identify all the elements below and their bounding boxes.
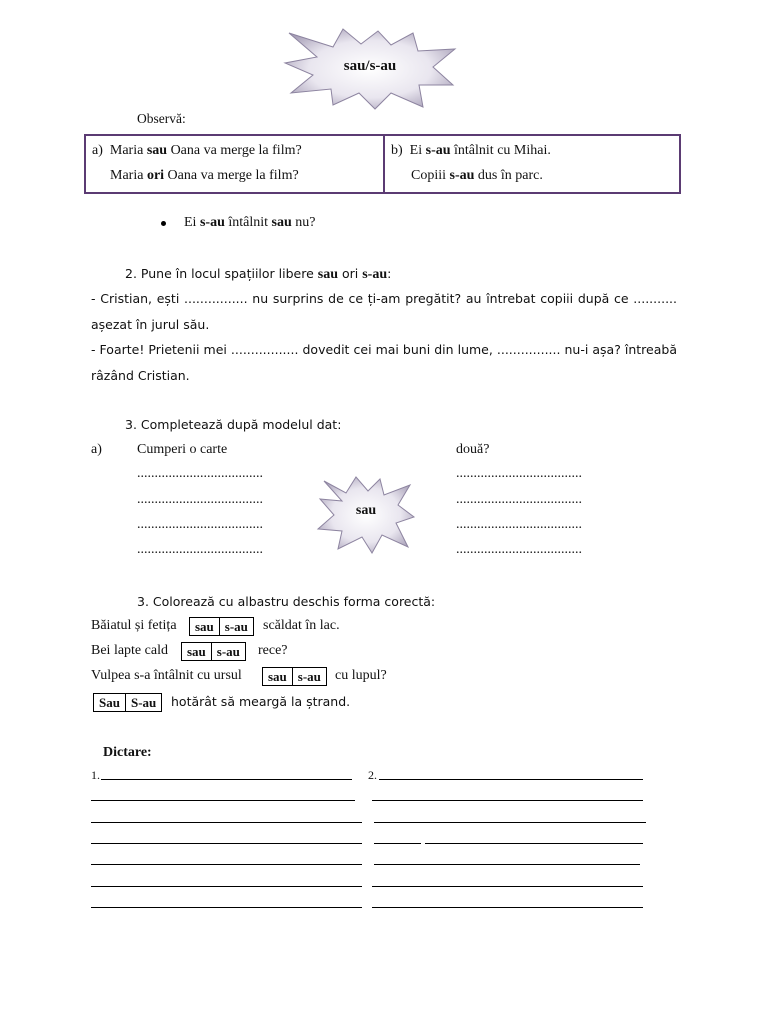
ex3b-choice-3[interactable]: [262, 667, 327, 686]
option-s-au[interactable]: s-au: [211, 643, 245, 660]
ex3a-right-blank-4[interactable]: ....................................: [456, 542, 582, 557]
dictation-line[interactable]: [91, 800, 355, 801]
observe-table: [84, 134, 681, 194]
dictation-line[interactable]: [91, 864, 362, 865]
option-sau[interactable]: sau: [195, 619, 214, 634]
dictation-line[interactable]: [379, 779, 643, 780]
ex3b-sentence-2-end: rece?: [258, 643, 288, 658]
ex3a-left-blank-4[interactable]: ....................................: [137, 542, 263, 557]
dictation-num-1: 1.: [91, 768, 100, 782]
ex3b-sentence-3-end: cu lupul?: [335, 668, 387, 683]
ex3b-sentence-1: Băiatul și fetița: [91, 618, 177, 633]
ex3b-sentence-1-end: scăldat în lac.: [263, 618, 340, 633]
dictation-line[interactable]: [91, 843, 362, 844]
bullet-sentence: Ei s-au întâlnit sau nu?: [184, 215, 316, 230]
ex3a-left-blank-2[interactable]: ....................................: [137, 492, 263, 507]
ex3b-choice-4[interactable]: [93, 693, 162, 712]
option-sau[interactable]: sau: [268, 669, 287, 684]
dictation-line[interactable]: [374, 864, 640, 865]
ex2-line3: - Foarte! Prietenii mei ................. dovedit cei mai buni din lume, ................ nu-i așa? întreabă: [91, 342, 677, 357]
ex3a-right-blank-1[interactable]: ....................................: [456, 466, 582, 481]
bullet-dot-icon: [161, 221, 166, 226]
observe-b-line1: b) Ei s-au întâlnit cu Mihai.: [391, 143, 551, 158]
ex2-line1: - Cristian, ești ................ nu surprins de ce ți-am pregătit? au întrebat copiii după ce ...........: [91, 291, 677, 306]
ex3a-left-start: Cumperi o carte: [137, 442, 228, 457]
dictation-line[interactable]: [372, 800, 643, 801]
ex3b-sentence-3: Vulpea s-a întâlnit cu ursul: [91, 668, 242, 683]
sau-star-label: sau: [355, 503, 377, 518]
option-s-au[interactable]: s-au: [219, 618, 253, 635]
ex2-heading: 2. Pune în locul spațiilor libere sau ori s-au:: [125, 266, 392, 282]
dictation-line[interactable]: [101, 779, 352, 780]
page-title: sau/s-au: [343, 58, 397, 74]
dictation-line[interactable]: [91, 907, 362, 908]
dictation-line[interactable]: [372, 886, 643, 887]
observe-a-line2: Maria ori Oana va merge la film?: [110, 168, 299, 183]
ex3a-left-blank-1[interactable]: ....................................: [137, 466, 263, 481]
dictation-num-2: 2.: [368, 768, 377, 782]
dictation-line[interactable]: [91, 886, 362, 887]
ex3b-sentence-4-end: hotărât să meargă la ștrand.: [171, 694, 351, 709]
dictation-line[interactable]: [91, 822, 362, 823]
ex3a-right-blank-3[interactable]: ....................................: [456, 517, 582, 532]
ex2-line2: așezat în jurul său.: [91, 317, 210, 332]
ex3b-sentence-2: Bei lapte cald: [91, 643, 168, 658]
option-s-au[interactable]: S-au: [125, 694, 161, 711]
ex3b-choice-2[interactable]: [181, 642, 246, 661]
ex3a-left-blank-3[interactable]: ....................................: [137, 517, 263, 532]
observe-b-line2: Copiii s-au dus în parc.: [411, 168, 543, 183]
observe-label: Observă:: [137, 111, 186, 126]
dictation-line[interactable]: [374, 843, 421, 844]
ex3a-heading: 3. Completează după modelul dat:: [125, 417, 342, 432]
option-sau[interactable]: sau: [187, 644, 206, 659]
ex3a-letter: a): [91, 442, 102, 457]
dictation-heading: Dictare:: [103, 745, 152, 760]
option-s-au[interactable]: s-au: [292, 668, 326, 685]
dictation-line[interactable]: [372, 907, 643, 908]
ex3a-right-blank-2[interactable]: ....................................: [456, 492, 582, 507]
option-sau[interactable]: Sau: [99, 695, 120, 710]
ex3b-choice-1[interactable]: [189, 617, 254, 636]
observe-a-line1: a) Maria sau Oana va merge la film?: [92, 143, 302, 158]
dictation-line[interactable]: [374, 822, 646, 823]
ex3b-heading: 3. Colorează cu albastru deschis forma corectă:: [137, 594, 436, 609]
dictation-line[interactable]: [425, 843, 643, 844]
ex2-line4: râzând Cristian.: [91, 368, 190, 383]
ex3a-right-start: două?: [456, 442, 490, 457]
